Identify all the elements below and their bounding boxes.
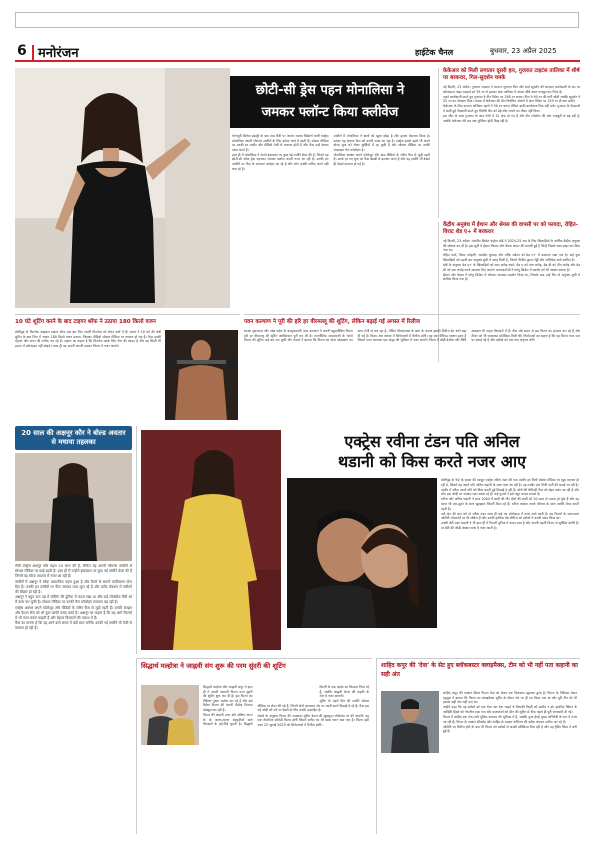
tiger-shroff-story [15, 314, 240, 424]
siddharth-story [136, 658, 372, 834]
newspaper-logo: हाईटेक चैनल [415, 48, 454, 57]
bcci-contract-headline: केंद्रीय अनुबंध में ईशान और श्रेयस की वापसी पर को फायदा, रोहित-विराट शेड ए+ में बरकरार [443, 222, 578, 235]
edition-date: बुधवार, 23 अप्रैल 2025 [490, 47, 557, 55]
tiger-shroff-body: बॉलीवुड के फिटनेस आइकन टाइगर श्रॉफ एक बार फिर अपनी फिटनेस को लेकर चर्चा में हैं। एक्टर ने 10 घंटे की लंबी शूटिंग के बाद जिम में जाकर 180 किलो वजन उठाया, जिसका वीडियो सोशल मीडिया पर वायरल हो रहा है। फैंस उनकी मेहनत और लगन की तारीफ कर रहे हैं। टाइगर का कहना है कि फिटनेस उनके लिए रोज की आदत है और वह किसी भी हालत में वर्कआउट नहीं छोड़ते। जल्द ही वह अपनी अगली एक्शन फिल्म में नजर आएंगे। [15, 330, 161, 348]
paragraph: केकेआर के लिए कप्तान अजिंक्य रहाणे ने 50 रन बनाए लेकिन बाकी बल्लेबाज टिक नहीं सके। गुजरात के गेंदबाजों ने कसी हुई गेंदबाजी करते हुए विरोधी टीम को बड़े शॉट लगाने का मौका नहीं दिया। [443, 104, 580, 113]
gujarat-kkr-story [438, 68, 580, 218]
raveena-story [136, 426, 580, 654]
paragraph: रवीना और अनिल थडानी ने साल 2004 में शादी की थी। दोनों की शादी को 20 साल से ज्यादा हो चुके हैं और वह आज भी एक-दूसरे के साथ खुशहाल जिंदगी बिता रहे हैं। रवीना अक्सर अपने परिवार के साथ तस्वीरें शेयर करती रहती हैं। [441, 497, 579, 511]
paragraph: एक्ट्रेस अक्सर अपने फोटोशूट और वीडियो के जरिए फैंस से जुड़ी रहती हैं। उनकी स्टाइल और फैशन सेंस को भी युवा काफी पसंद करते हैं। अक्षनूर का कहना है कि वह आगे फिल्मों में भी काम करना चाहती हैं और बेहतर किरदारों की तलाश में हैं। [15, 605, 132, 620]
paragraph: रोहित शर्मा, विराट कोहली, जसप्रीत बुमराह और रवींद्र जडेजा को ग्रेड ए+ में बरकरार रखा गया है। कई युवा खिलाड़ियों को पहली बार अनुबंध सूची में जगह मिली है, जिनमें नीतीश कुमार रेड्डी और अभिषेक शर्मा शामिल हैं। [443, 253, 580, 262]
tiger-shroff-headline: 10 घंटे शूटिंग करने के बाद टाइगर श्रॉफ ने उठाया 180 किलो वजन [15, 319, 156, 325]
lead-headline-line-1: छोटी-सी ड्रेस पहन मोनालिसा ने [255, 83, 405, 98]
paragraph: नई दिल्ली, 23 अप्रैल। गुजरात टाइटंस ने कप्तान शुभमन गिल और साई सुदर्शन की शानदार बल्लेबाजी के दम पर कोलकाता नाइट राइडर्स को 39 रन से हराकर अंक तालिका में अपना शीर्ष स्थान मजबूत कर लिया है। [443, 85, 580, 94]
akshnoor-story [15, 426, 132, 832]
shahid-body [381, 691, 577, 829]
page-number: 6 [17, 43, 27, 59]
akshnoor-headline-box [15, 426, 132, 450]
page-number-divider [32, 45, 34, 60]
paragraph: शूटिंग के पहले दिन की तस्वीरें सोशल मीडिया पर शेयर की गई हैं, जिनमें दोनों कलाकार सेट पर मस्ती करते दिखाई दे रहे हैं। फैंस इस नई जोड़ी को पर्दे पर देखने के लिए काफी उत्साहित हैं। [257, 699, 369, 713]
paragraph: मोनालिसा अक्सर अपने फोटोशूट और डांस वीडियो के जरिए फैंस से जुड़ी रहती हैं। उनके हर नए लुक का फैंस बेसब्री से इंतजार करते हैं और यह तस्वीरें भी देखते ही देखते वायरल हो गई हैं। [333, 152, 430, 167]
paragraph: वर्क फ्रंट की बात करें तो रवीना टंडन जल्द ही कई नए प्रोजेक्ट्स में नजर आने वाली हैं। वह फिल्मों के साथ-साथ ओटीटी प्लेटफॉर्म पर भी सक्रिय हैं और उनकी हालिया वेब सीरीज को दर्शकों ने काफी पसंद किया था। [441, 511, 579, 521]
raveena-headline-line-1: एक्ट्रेस रवीना टंडन पति अनिल [344, 432, 520, 451]
masthead [15, 42, 580, 62]
akshnoor-headline: 20 साल की अक्षनूर कौर ने बोल्ड अवतार से मचाया तहलका [21, 429, 126, 446]
paragraph: पहले बल्लेबाजी करते हुए गुजरात ने तीन विकेट पर 198 रन बनाए। गिल ने 90 रन की पारी खेली जबकि सुदर्शन ने 52 रन का योगदान दिया। जवाब में केकेआर की टीम निर्धारित ओवरों में आठ विकेट पर 159 रन ही बना सकी। [443, 94, 580, 104]
paragraph: इस जीत के साथ गुजरात के आठ मैचों में 12 अंक हो गए हैं और टीम प्लेऑफ की ओर मजबूती से बढ़ रही है, जबकि केकेआर की राह अब मुश्किल होती दिख रही है। [443, 114, 580, 123]
tiger-shroff-photo [165, 330, 238, 420]
raveena-headline-line-2: थडानी को किस करते नजर आए [338, 452, 526, 471]
paragraph: फैंस का मानना है कि वह आने वाले समय में बड़ी स्टार बनेंगी। उनकी नई तस्वीरें भी तेजी से वायरल हो रही हैं। [15, 621, 132, 630]
raveena-anil-photo [287, 478, 437, 628]
pawan-kalyan-story [244, 314, 580, 424]
paragraph: बोर्ड के अनुसार ग्रेड ए+ के खिलाड़ियों को सात करोड़ रुपये, ग्रेड ए को पांच करोड़, ग्रेड बी को तीन करोड़ और ग्रेड सी को एक करोड़ रुपये सालाना दिए जाएंगे। चयनकर्ताओं ने घरेलू क्रिकेट में प्रदर्शन को भी आधार बनाया है। [443, 262, 580, 272]
raveena-body [441, 478, 579, 650]
raveena-headline [287, 432, 577, 472]
shahid-story [376, 658, 580, 834]
lead-article-body [232, 134, 430, 306]
section-title: मनोरंजन [38, 46, 79, 61]
paragraph: हाल ही में मोनालिसा ने अपने इंस्टाग्राम पर कुछ नई तस्वीरें शेयर की हैं, जिनमें वह छोटी-सी ब्लैक ड्रेस पहनकर जमकर फ्लॉन्ट करती नजर आ रही हैं। उनकी इन तस्वीरों पर फैंस के लगातार कमेंट्स आ रहे हैं और लोग उनकी तारीफ करते नहीं थक रहे हैं। [232, 152, 329, 171]
akshnoor-body [15, 564, 132, 834]
paragraph: बॉलीवुड के 90 के दशक की मशहूर एक्ट्रेस रवीना टंडन की एक तस्वीर इन दिनों सोशल मीडिया पर खूब वायरल हो रही है, जिसमें वह अपने पति अनिल थडानी के साथ नजर आ रही हैं। यह तस्वीर एक निजी पार्टी की बताई जा रही है। [441, 478, 579, 487]
paragraph: तस्वीरों में अक्षनूर ने ब्लैक आउटफिट पहना हुआ है और कैमरे के सामने कातिलाना पोज दिए हैं। उनकी इन तस्वीरों पर फैंस जमकर प्यार लुटा रहे हैं और कमेंट सेक्शन में तारीफों की बौछार हो रही है। [15, 579, 132, 594]
siddharth-body [141, 685, 369, 829]
shahid-headline: शाहिद कपूर की 'देवा' के सेट हुए ब्लॉकबस्टर क्लाइमैक्स, टीम को भी नहीं पता कहानी का सही अंत [381, 662, 578, 678]
paragraph: तस्वीर में रवीना अपने पति को किस करती हुई दिखाई दे रही हैं। दोनों की केमिस्ट्री फैंस को बेहद पसंद आ रही है और लोग इस जोड़ी पर जमकर प्यार बरसा रहे हैं। कई यूजर्स ने इसे क्यूट कपल बताया है। [441, 487, 579, 497]
pawan-kalyan-headline: पवन कल्याण ने पूरी की हरि हर वीरमल्लू की शूटिंग, लेकिन बढ़ाई गई अगस्त में रिलीज [244, 319, 420, 325]
paragraph: ओटीटी पर रिलीज होने के बाद भी फिल्म को दर्शकों से अच्छी प्रतिक्रिया मिल रही है और यह ट्रेंडिंग लिस्ट में बनी हुई है। [443, 724, 577, 734]
paragraph: नई दिल्ली, 23 अप्रैल। भारतीय क्रिकेट कंट्रोल बोर्ड ने 2024-25 सत्र के लिए खिलाड़ियों के वार्षिक केंद्रीय अनुबंध की घोषणा कर दी है। इस सूची में ईशान किशन और श्रेयस अय्यर की वापसी हुई है जिन्हें पिछले साल बाहर कर दिया गया था। [443, 239, 580, 253]
siddharth-headline: सिद्धार्थ मल्होत्रा ने जाह्नवी संग शुरू की परम सुंदरी की शूटिंग [141, 662, 286, 670]
paragraph: शाहिद कपूर की एक्शन थ्रिलर फिल्म देवा को लेकर एक दिलचस्प खुलासा हुआ है। फिल्म के निर्देशक रोशन एंड्रयूज ने बताया कि फिल्म का क्लाइमैक्स शूटिंग के दौरान सेट पर ही तय किया गया था और पूरी टीम को भी इसका सही अंत नहीं पता था। [443, 691, 577, 705]
paragraph: मेकर्स के अनुसार फिल्म की ज्यादातर शूटिंग केरल की खूबसूरत लोकेशंस पर की जाएगी। यह एक रोमांटिक कॉमेडी फिल्म होगी जिसमें संगीत का भी खास ध्यान रखा गया है। फिल्म इसी साल 25 जुलाई 2025 को सिनेमाघरों में रिलीज होगी। [257, 713, 369, 727]
top-search-bar[interactable] [15, 12, 579, 28]
pawan-kalyan-body: साउथ सुपरस्टार और आंध्र प्रदेश के उपमुख्यमंत्री पवन कल्याण ने अपनी बहुप्रतीक्षित फिल्म हरि हर वीरमल्लू की शूटिंग आखिरकार पूरी कर ली है। राजनीतिक व्यस्तताओं के चलते फिल्म की शूटिंग कई बार टल चुकी थी। मेकर्स ने बताया कि फिल्म का पोस्ट प्रोडक्शन का काम तेजी से चल रहा है, लेकिन वीएफएक्स के काम के कारण इसकी रिलीज डेट आगे बढ़ा दी गई है। फिल्म अब अगस्त में सिनेमाघरों में रिलीज होगी। यह एक पीरियड एक्शन ड्रामा है जिसमें पवन कल्याण एक योद्धा की भूमिका में नजर आएंगे। फिल्म में बॉबी देओल और निधि अग्रवाल भी अहम किरदारों में हैं। फैंस लंबे समय से इस फिल्म का इंतजार कर रहे हैं और टीजर को भी जबरदस्त प्रतिक्रिया मिली थी। निर्माताओं का कहना है कि यह फिल्म भव्य स्तर पर बनाई गई है और दर्शकों को एक नया अनुभव देगी। [244, 329, 580, 343]
paragraph: अक्षनूर ने बहुत कम उम्र में एक्टिंग की दुनिया में कदम रखा था और कई लोकप्रिय टीवी शो में काम कर चुकी हैं। सोशल मीडिया पर उनकी फैन फॉलोइंग लगातार बढ़ रही है। [15, 595, 132, 604]
gujarat-kkr-headline: केकेआर को मिली लगातार दूसरी हार, गुजरात टाइटंस तालिका में शीर्ष पर बरकरार, गिल-सुदर्शन चमके [443, 68, 580, 81]
paragraph: फिल्म की कहानी उत्तर और दक्षिण भारत के दो अलग-अलग संस्कृतियों वाले किरदारों के इर्द-गिर्द घूमती है। सिद्धार्थ दिल्ली के एक लड़के का किरदार निभा रहे हैं, जबकि जाह्नवी केरल की लड़की के रोल में नजर आएंगी। [203, 685, 369, 727]
raveena-photo [141, 430, 281, 650]
paragraph: भोजपुरी सिनेमा इंडस्ट्री के बाद अब टीवी पर अपना जलवा बिखेरने वाली एक्ट्रेस मोनालिसा अपनी ग्लैमरस तस्वीरों के लिए हमेशा चर्चा में रहती हैं। सोशल मीडिया पर उनकी हर तस्वीर और वीडियो तेजी से वायरल होती है और फैंस उन्हें देखना पसंद करते हैं। [232, 134, 329, 152]
paragraph: सिद्धार्थ मल्होत्रा और जाह्नवी कपूर ने हाल ही में अपनी आगामी फिल्म परम सुंदरी की शूटिंग शुरू कर दी है। इस फिल्म का निर्देशन तुषार जलोटा कर रहे हैं और इसे दिनेश विजन की कंपनी मैडॉक फिल्म्स प्रोड्यूस कर रही है। [203, 685, 253, 712]
paragraph: उन्होंने कहा कि वह दर्शकों को एक ऐसा अंत देना चाहते थे जिसकी किसी को उम्मीद न हो। इसलिए स्क्रिप्ट के आखिरी हिस्से को गोपनीय रखा गया और कलाकारों को सीन की शूटिंग से ठीक पहले ही पूरी जानकारी दी गई। [443, 705, 577, 714]
paragraph: उनकी बेटी राशा थडानी ने भी हाल ही में फिल्मी दुनिया में कदम रखा है और अपनी पहली फिल्म से सुर्खियां बटोरी हैं। मां-बेटी की जोड़ी अक्सर साथ में नजर आती है। [441, 521, 579, 530]
lead-headline [230, 76, 430, 128]
paragraph: ईशान और श्रेयस ने घरेलू क्रिकेट में लौटकर शानदार प्रदर्शन किया था, जिसके बाद उन्हें फिर से अनुबंध सूची में शामिल किया गया है। [443, 272, 580, 282]
paragraph: तस्वीरों में मोनालिसा ने बालों को खुला छोड़ा है और हल्का मेकअप किया है। उनका यह अंदाज फैंस को काफी पसंद आ रहा है। एक्ट्रेस इससे पहले भी अपने बोल्ड लुक को लेकर सुर्खियों में रह चुकी हैं और सोशल मीडिया पर उनकी जबरदस्त फैन फॉलोइंग है। [333, 134, 430, 152]
lead-headline-line-2: जमकर फ्लॉन्ट किया क्लीवेज [261, 105, 399, 120]
paragraph: फिल्म में शाहिद एक तेज-तर्रार पुलिस अफसर की भूमिका में हैं, जबकि पूजा हेगड़े मुख्य अभिनेत्री के रूप में नजर आ रही हैं। फिल्म के एक्शन सीक्वेंस और शाहिद के दमदार अभिनय की दर्शक जमकर तारीफ कर रहे हैं। [443, 714, 577, 724]
paragraph: टीवी एक्ट्रेस अक्षनूर कौर महज 20 साल की हैं, लेकिन वह अपनी ग्लैमरस तस्वीरों से सोशल मीडिया पर छाई रहती हैं। हाल ही में उन्होंने इंस्टाग्राम पर कुछ नई तस्वीरें शेयर की हैं जिनमें वह बोल्ड अवतार में नजर आ रही हैं। [15, 564, 132, 578]
gujarat-kkr-body [443, 85, 580, 203]
monalisa-photo [15, 68, 230, 308]
akshnoor-photo [15, 453, 132, 561]
